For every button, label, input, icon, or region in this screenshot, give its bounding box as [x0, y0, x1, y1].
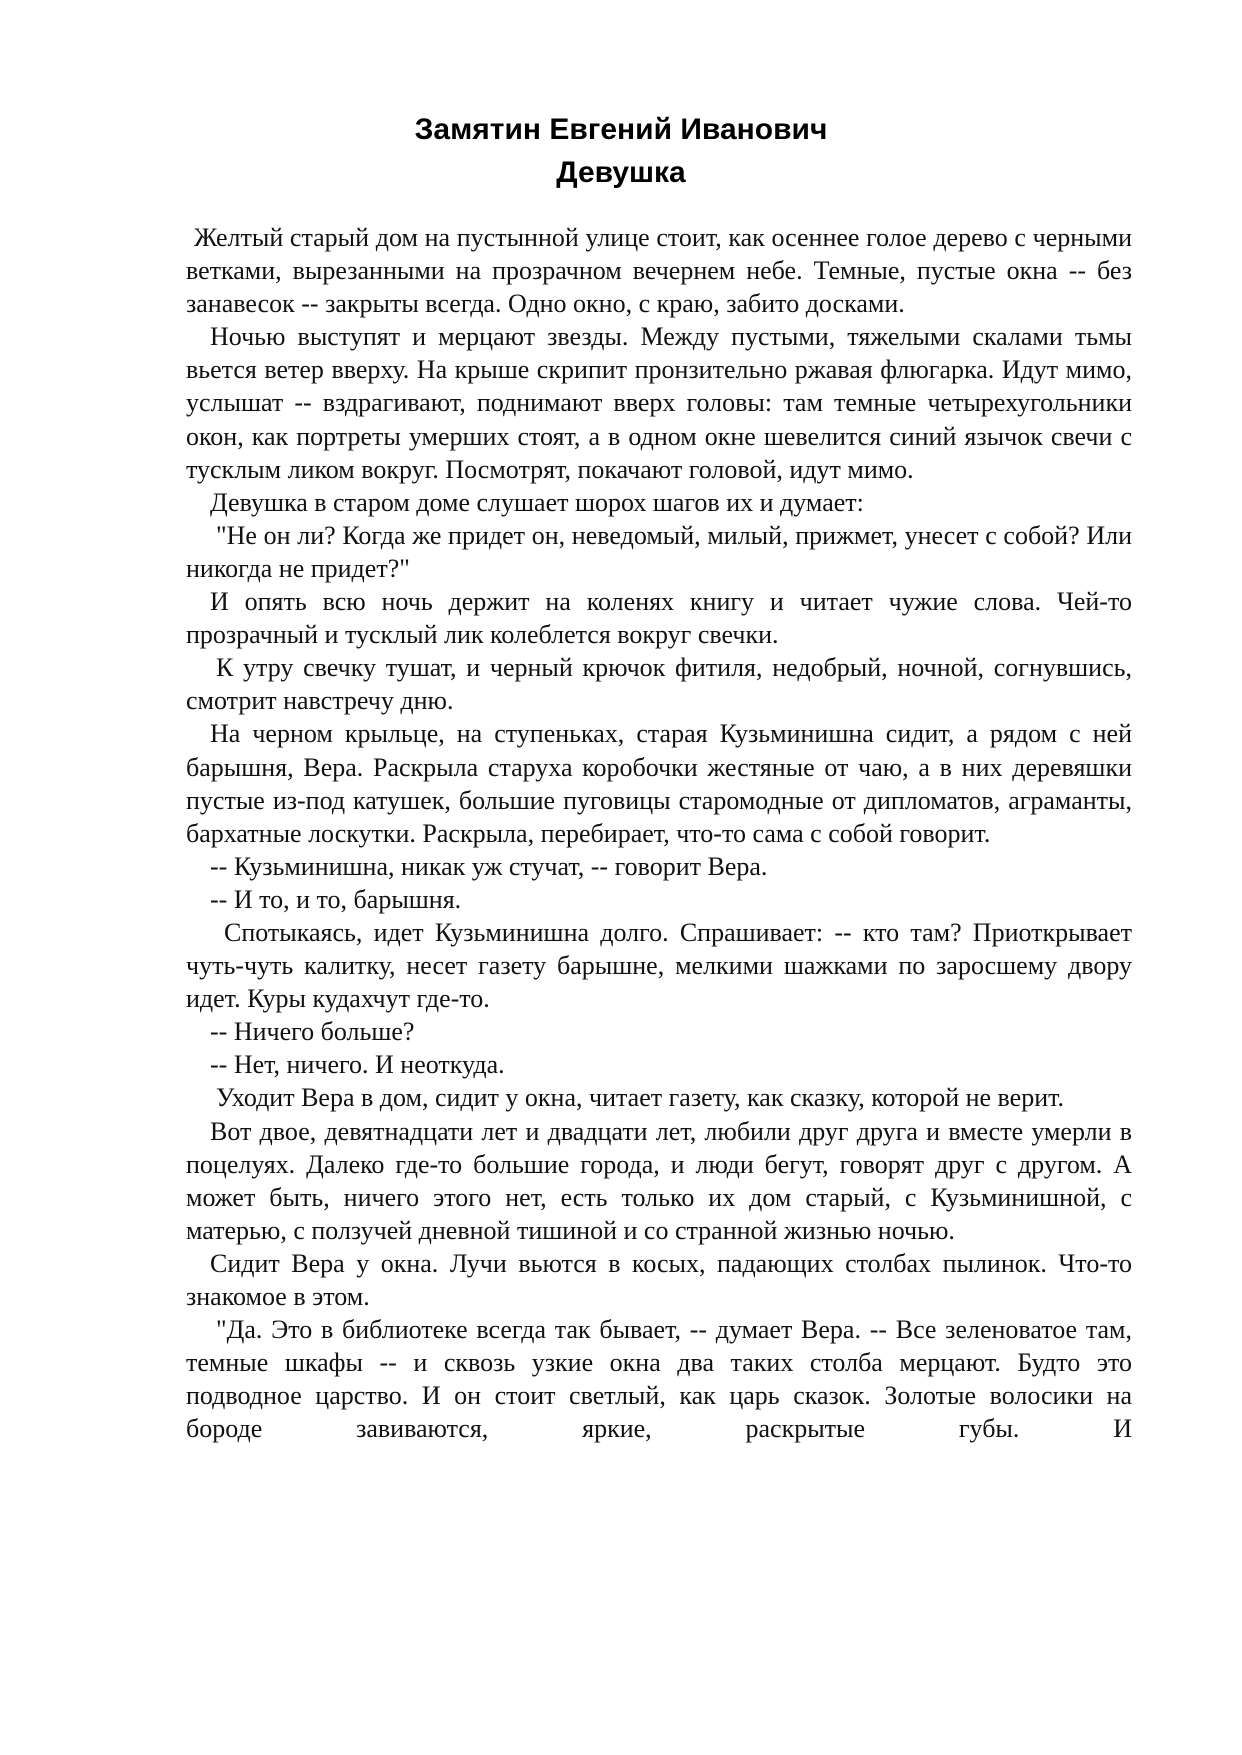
- paragraph: -- И то, и то, барышня.: [210, 884, 462, 914]
- paragraph: Девушка в старом доме слушает шорох шагов их и думает:: [210, 487, 864, 517]
- paragraph: К утру свечку тушат, и черный крючок фитиля, недобрый, ночной, согнувшись, смотрит навстречу дню.: [186, 653, 1132, 716]
- paragraph: "Да. Это в библиотеке всегда так бывает, -- думает Вера. -- Все зеленоватое там, темные шкафы -- и сквозь узкие окна два таких столба мерцают. Будто это подводное царство. И он стоит светлый, как царь сказок. Золотые волосики на бороде завиваются, яркие, раскрытые губы. И: [186, 1315, 1132, 1444]
- story-text: [186, 221, 1132, 1445]
- paragraph: И опять всю ночь держит на коленях книгу и читает чужие слова. Чей-то прозрачный и тусклый лик колеблется вокруг свечки.: [186, 587, 1132, 650]
- paragraph: -- Ничего больше?: [210, 1017, 415, 1047]
- paragraph: Ночью выступят и мерцают звезды. Между пустыми, тяжелыми скалами тьмы вьется ветер вверху. На крыше скрипит пронзительно ржавая флюгарка. Идут мимо, услышат -- вздрагивают, поднимают вверх головы: там темные четырехугольники окон, как портреты умерших стоят, а в одном окне шевелится синий язычок свечи с тусклым ликом вокруг. Посмотрят, покачают головой, идут мимо.: [186, 322, 1132, 484]
- paragraph: -- Нет, ничего. И неоткуда.: [210, 1050, 505, 1080]
- document-header: [0, 108, 1242, 194]
- paragraph: Желтый старый дом на пустынной улице стоит, как осеннее голое дерево с черными ветками, вырезанными на прозрачном вечернем небе. Темные, пустые окна -- без занавесок -- закрыты всегда. Одно окно, с краю, забито досками.: [186, 223, 1132, 319]
- paragraph: Сидит Вера у окна. Лучи вьются в косых, падающих столбах пылинок. Что-то знакомое в этом.: [186, 1248, 1132, 1311]
- story-title: Девушка: [556, 156, 686, 189]
- paragraph: Вот двое, девятнадцати лет и двадцати лет, любили друг друга и вместе умерли в поцелуях. Далеко где-то большие города, и люди бегут, говорят друг с другом. А может быть, ничего этого нет, есть только их дом старый, с Кузьминишной, с матерью, с ползучей дневной тишиной и со странной жизнью ночью.: [186, 1116, 1132, 1245]
- paragraph: На черном крыльце, на ступеньках, старая Кузьминишна сидит, а рядом с ней барышня, Вера. Раскрыла старуха коробочки жестяные от чаю, а в них деревяшки пустые из-под катушек, большие пуговицы старомодные от дипломатов, аграманты, бархатные лоскутки. Раскрыла, перебирает, что-то сама с собой говорит.: [186, 719, 1132, 848]
- paragraph: -- Кузьминишна, никак уж стучат, -- говорит Вера.: [210, 851, 768, 881]
- paragraph: Уходит Вера в дом, сидит у окна, читает газету, как сказку, которой не верит.: [216, 1083, 1065, 1113]
- paragraph: Спотыкаясь, идет Кузьминишна долго. Спрашивает: -- кто там? Приоткрывает чуть-чуть калитку, несет газету барышне, мелкими шажками по заросшему двору идет. Куры кудахчут где-то.: [186, 917, 1132, 1014]
- author-name: Замятин Евгений Иванович: [414, 113, 828, 146]
- paragraph: "Не он ли? Когда же придет он, неведомый, милый, прижмет, унесет с собой? Или никогда не придет?": [186, 520, 1132, 583]
